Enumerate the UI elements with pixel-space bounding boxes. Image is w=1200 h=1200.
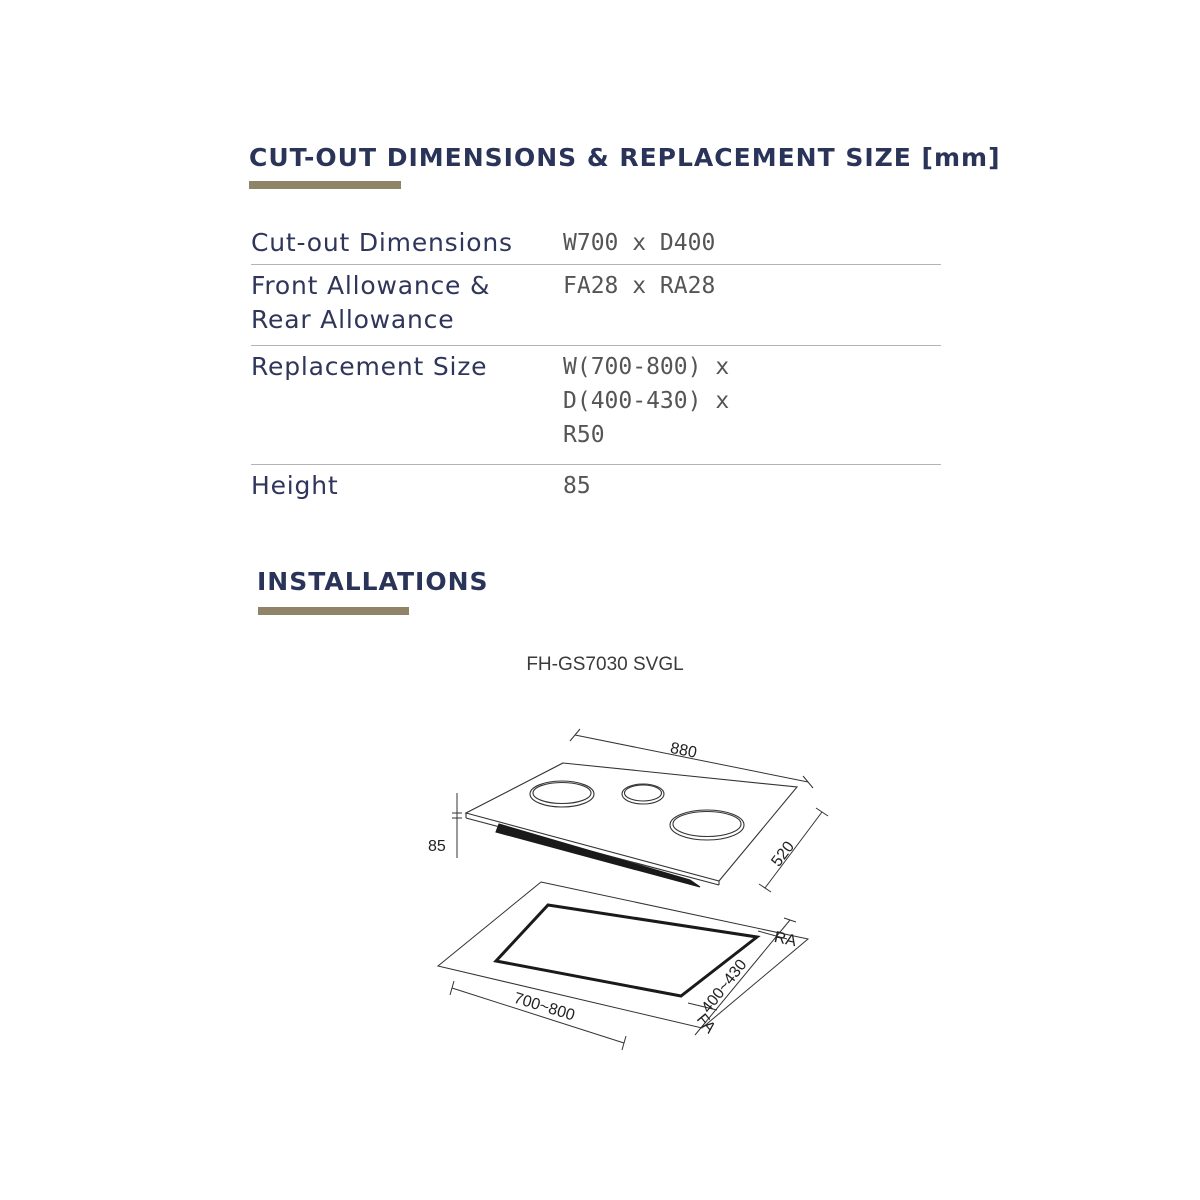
dimension-tick [570, 729, 580, 741]
spec-label: Replacement Size [251, 352, 488, 381]
hob-base [496, 824, 700, 887]
spec-value: W(700-800) x D(400-430) x R50 [563, 354, 730, 448]
model-label: FH-GS7030 SVGL [526, 654, 684, 675]
dimension-tick [759, 884, 771, 892]
installations-section-title: INSTALLATIONS [257, 567, 489, 596]
dimension-tick [816, 808, 828, 816]
burner-ring-center-inner [625, 785, 662, 801]
spec-label: Height [251, 471, 339, 500]
front-allowance-label: FA [692, 1010, 719, 1037]
spec-value: FA28 x RA28 [563, 273, 716, 299]
hob-drawing [466, 763, 797, 887]
spec-label: Front Allowance & Rear Allowance [251, 271, 491, 334]
dimension-height [452, 793, 462, 858]
dimension-tick [784, 918, 796, 922]
burner-ring-left-inner [533, 783, 591, 804]
burner-ring-right-inner [673, 812, 741, 837]
burner-ring-right [670, 810, 744, 840]
spec-value: 85 [563, 473, 591, 499]
dimension-cutout-depth-label: 400~430 [698, 956, 751, 1017]
dimension-width-label: 880 [668, 739, 699, 762]
spec-label: Cut-out Dimensions [251, 228, 513, 257]
countertop-outline [438, 882, 808, 1028]
dimension-tick [803, 776, 813, 788]
dimension-depth-label: 520 [768, 838, 799, 870]
rear-allowance-label: RA [772, 928, 798, 951]
countertop-drawing [438, 882, 808, 1028]
spec-value: W700 x D400 [563, 230, 716, 256]
dimension-height-label: 85 [428, 838, 446, 855]
cutout-section-title: CUT-OUT DIMENSIONS & REPLACEMENT SIZE [mm] [249, 143, 1001, 172]
dimension-cutout-width [450, 981, 626, 1050]
dimension-cutout-width-label: 700~800 [511, 989, 577, 1025]
